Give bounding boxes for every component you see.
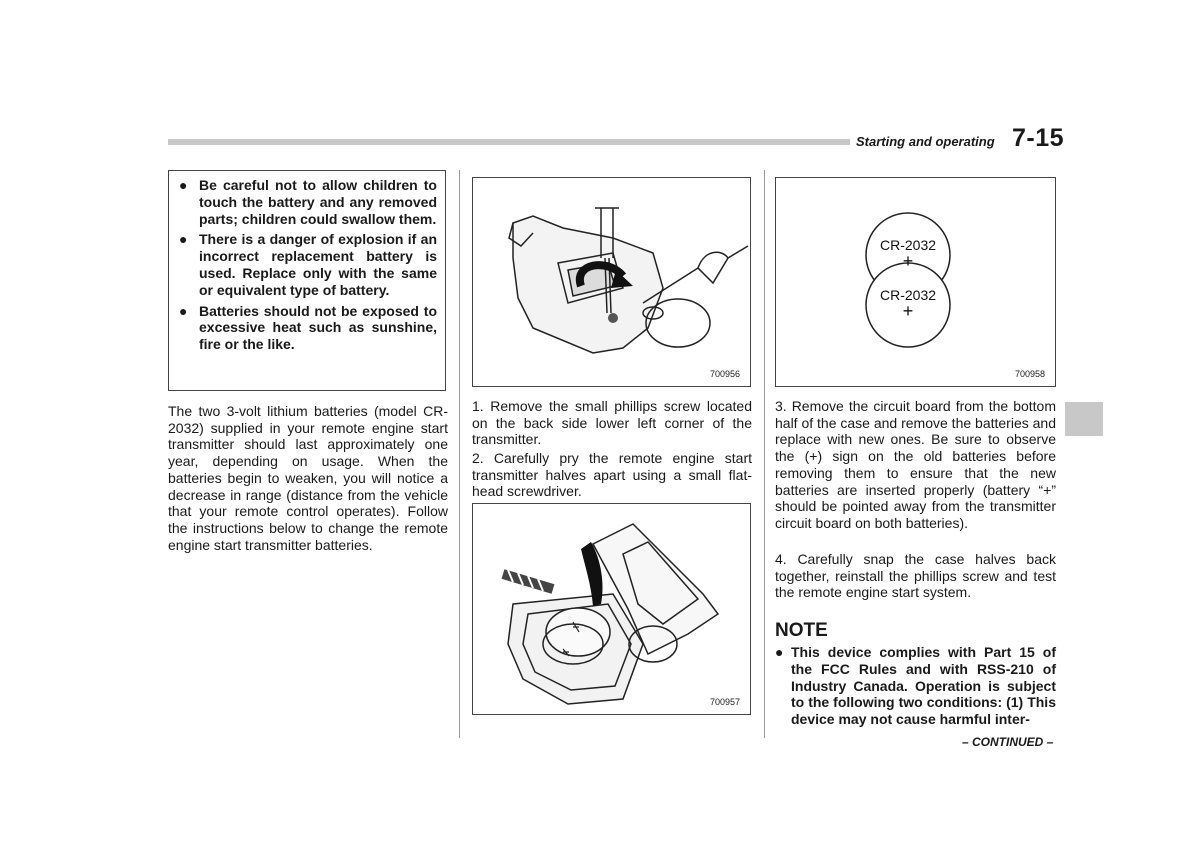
battery-bottom-plus: + <box>902 301 914 321</box>
warning-box <box>168 170 446 391</box>
figure-code: 700958 <box>1014 369 1045 379</box>
note-text: This device complies with Part 15 of the FCC Rules and with RSS-210 of Industry Canada. Operation is subject to the following two conditions: (1) This device may not cause harmful inter- <box>791 644 1056 728</box>
battery-intro-paragraph: The two 3-volt lithium batteries (model CR-2032) supplied in your remote engine start transmitter should last approximately one year, depending on usage. When the batteries begin to weaken, you will notice a decrease in range (distance from the vehicle that your remote control operates). Follow the instructions below to change the remote engine start transmitter batteries. <box>168 403 448 553</box>
batteries-illustration <box>776 178 1057 388</box>
battery-top-plus: + <box>902 251 914 271</box>
transmitter-screw-illustration <box>473 178 752 388</box>
bullet-icon: ● <box>179 302 188 319</box>
figure-code: 700956 <box>709 369 740 379</box>
column-divider-right <box>764 170 765 738</box>
bullet-icon: ● <box>179 177 188 193</box>
bullet-icon: ● <box>179 231 188 248</box>
figure-code: 700957 <box>709 697 740 707</box>
section-title: Starting and operating <box>856 134 995 149</box>
continued-marker: – CONTINUED – <box>962 735 1054 749</box>
figure-open-case <box>472 503 751 715</box>
warning-text: Batteries should not be exposed to excessive heat such as sunshine, fire or the like. <box>199 302 437 353</box>
header-rule <box>168 139 850 145</box>
step-1-text: 1. Remove the small phillips screw located on the back side lower left corner of the transmitter. <box>472 398 752 448</box>
figure-batteries <box>775 177 1056 387</box>
warning-item <box>179 303 437 353</box>
chapter-tab <box>1065 402 1103 436</box>
open-case-illustration <box>473 504 752 716</box>
page-number: 7-15 <box>1012 124 1065 152</box>
column-divider-left <box>459 170 460 738</box>
note-item <box>775 644 1056 728</box>
battery-bottom-label: CR-2032 <box>879 287 937 303</box>
figure-screw-removal <box>472 177 751 387</box>
step-4-text: 4. Carefully snap the case halves back together, reinstall the phillips screw and test the remote engine start system. <box>775 551 1056 601</box>
warning-text: Be careful not to allow children to touch the battery and any removed parts; children could swallow them. <box>199 177 437 227</box>
step-2-text: 2. Carefully pry the remote engine start transmitter halves apart using a small flat-head screwdriver. <box>472 450 752 500</box>
note-heading: NOTE <box>775 620 828 641</box>
warning-item <box>179 177 437 227</box>
step-3-text: 3. Remove the circuit board from the bottom half of the case and remove the batteries and replace with new ones. Be sure to observe the (+) sign on the old batteries before removing them to ensure that the new batteries are inserted properly (battery “+” should be pointed away from the transmitter circuit board on both batteries). <box>775 398 1056 531</box>
bullet-icon: ● <box>775 644 784 660</box>
battery-top-label: CR-2032 <box>879 237 937 253</box>
warning-text: There is a danger of explosion if an incorrect replacement battery is used. Replace only with the same or equivalent type of battery. <box>199 231 437 298</box>
warning-item <box>179 231 437 298</box>
